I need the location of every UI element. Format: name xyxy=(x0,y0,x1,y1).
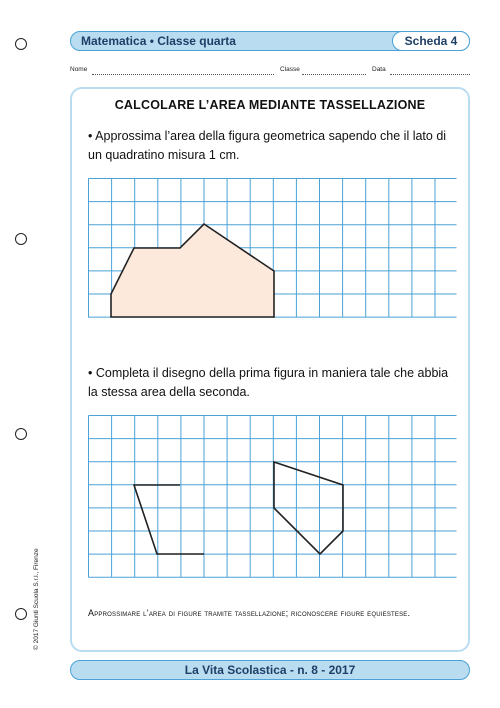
grid-2 xyxy=(88,415,460,580)
exercise-2-text: • Completa il disegno della prima figura in maniera tale che abbia la stessa area della seconda. xyxy=(88,366,449,399)
name-line[interactable] xyxy=(92,67,274,75)
date-line[interactable] xyxy=(390,67,470,75)
class-line[interactable] xyxy=(302,67,366,75)
binder-hole-1 xyxy=(15,38,27,50)
date-label: Data xyxy=(372,66,386,73)
subject-label: Matematica • Classe quarta xyxy=(81,34,236,48)
copyright-note: © 2017 Giunti Scuola S.r.l., Firenze xyxy=(33,548,40,650)
header-band xyxy=(70,31,470,51)
learning-objective: Approssimare l’area di figure tramite tassellazione; riconoscere figure equiestese. xyxy=(88,608,411,618)
binder-hole-2 xyxy=(15,233,27,245)
class-label: Classe xyxy=(280,66,300,73)
exercise-1-text: • Approssima l’area della figura geometrica sapendo che il lato di un quadratino misura 1 cm. xyxy=(88,129,447,162)
page-title: CALCOLARE L’AREA MEDIANTE TASSELLAZIONE xyxy=(114,98,426,112)
grid-1 xyxy=(88,178,460,320)
binder-hole-3 xyxy=(15,428,27,440)
name-label: Nome xyxy=(70,66,88,73)
footer-band: La Vita Scolastica - n. 8 - 2017 xyxy=(70,660,470,680)
figure-to-measure xyxy=(111,224,274,317)
incomplete-figure xyxy=(134,485,204,554)
binder-hole-4 xyxy=(15,608,27,620)
sheet-number: Scheda 4 xyxy=(392,31,470,51)
